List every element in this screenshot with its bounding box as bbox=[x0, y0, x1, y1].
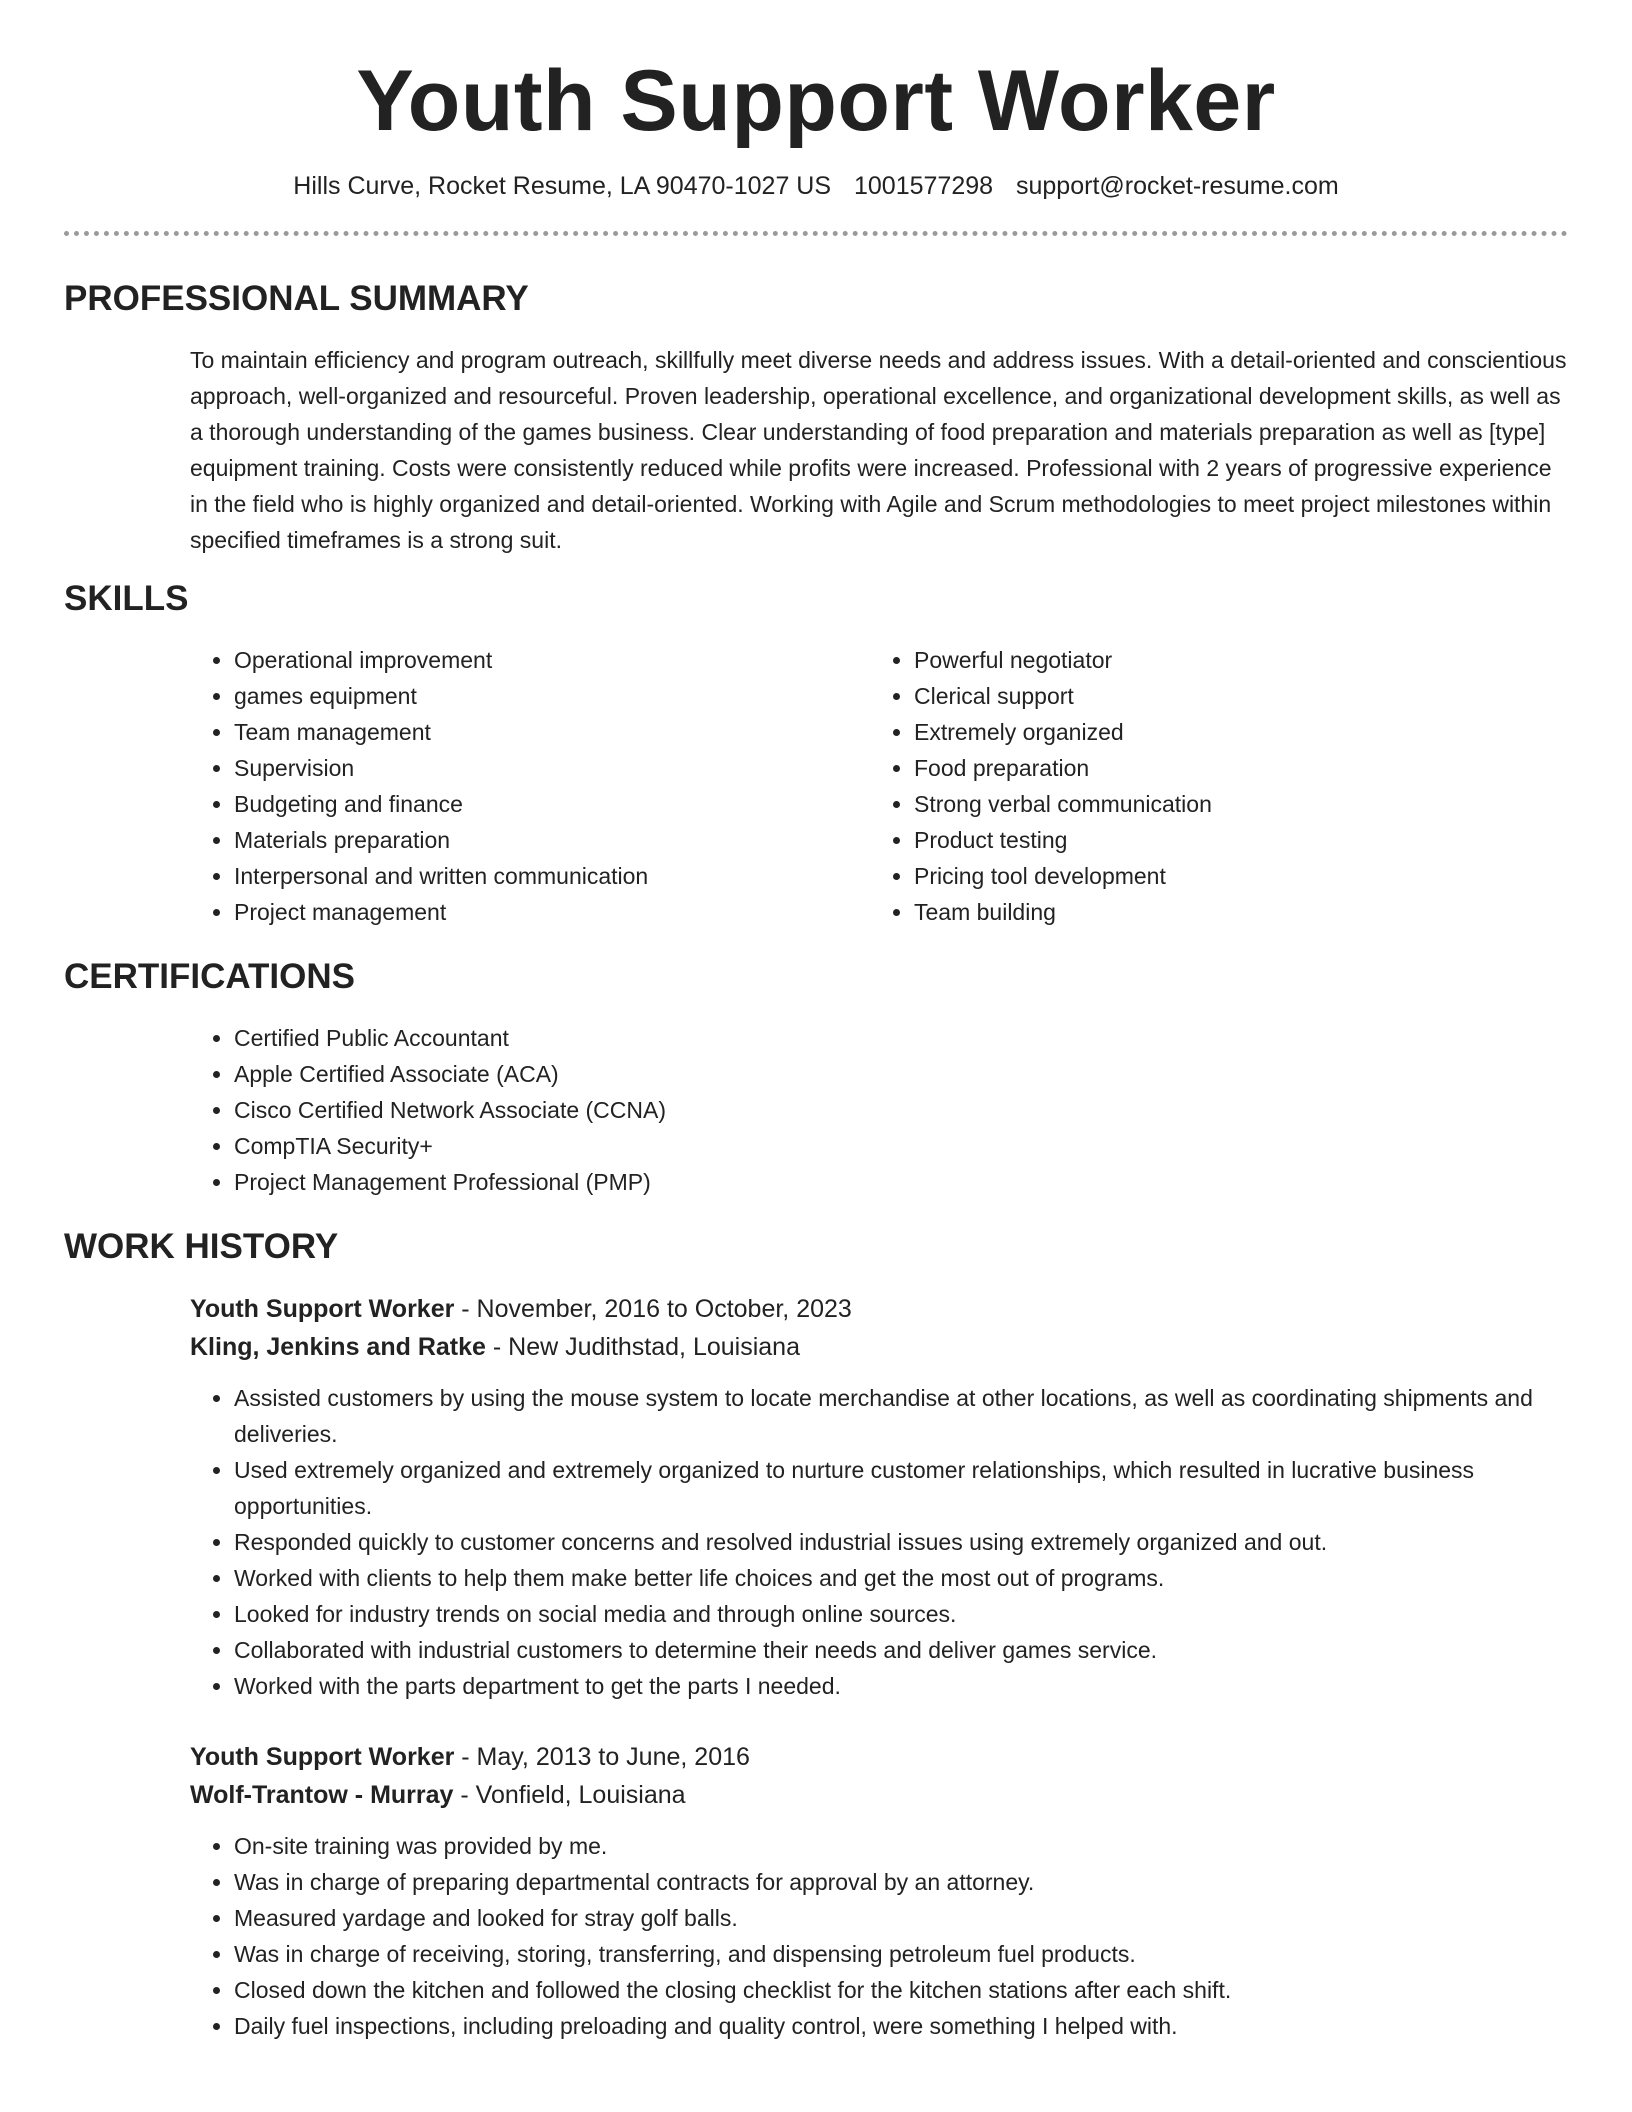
skill-item: • Materials preparation bbox=[234, 822, 870, 858]
contact-line bbox=[64, 171, 1568, 201]
certification-item: • Cisco Certified Network Associate (CCNA) bbox=[234, 1092, 1568, 1128]
job-location: - Vonfield, Louisiana bbox=[453, 1780, 686, 1809]
skills-column-right bbox=[870, 642, 1550, 930]
job-bullet: • Responded quickly to customer concerns and resolved industrial issues using extremely organized and out. bbox=[234, 1524, 1568, 1560]
certification-item: • Certified Public Accountant bbox=[234, 1020, 1568, 1056]
job-bullet: • Looked for industry trends on social media and through online sources. bbox=[234, 1596, 1568, 1632]
job-bullet: • Worked with clients to help them make better life choices and get the most out of programs. bbox=[234, 1560, 1568, 1596]
job-entry bbox=[190, 1290, 1568, 1704]
job-role: Youth Support Worker bbox=[190, 1742, 455, 1771]
job-dates: - May, 2013 to June, 2016 bbox=[454, 1742, 750, 1771]
summary-section bbox=[64, 278, 1568, 558]
skill-item: • Team building bbox=[914, 894, 1550, 930]
skill-item: • Supervision bbox=[234, 750, 870, 786]
job-bullet: • Collaborated with industrial customers to determine their needs and deliver games service. bbox=[234, 1632, 1568, 1668]
job-role-line bbox=[190, 1738, 1568, 1776]
job-company: Wolf-Trantow - Murray bbox=[190, 1780, 454, 1809]
skill-item: • Food preparation bbox=[914, 750, 1550, 786]
certification-item: • Apple Certified Associate (ACA) bbox=[234, 1056, 1568, 1092]
job-company-line bbox=[190, 1328, 1568, 1366]
skill-item: • Pricing tool development bbox=[914, 858, 1550, 894]
skills-title: SKILLS bbox=[64, 578, 189, 618]
job-bullet: • Measured yardage and looked for stray golf balls. bbox=[234, 1900, 1568, 1936]
skills-section bbox=[64, 578, 1568, 930]
summary-text: To maintain efficiency and program outreach, skillfully meet diverse needs and address issues. With a detail-oriented and conscientious approach, well-organized and resourceful. Proven leadership, operational excellence, and organizational development skills, as well as a thorough understanding of the games business. Clear understanding of food preparation and materials preparation as well as [type] equipment training. Costs were consistently reduced while profits were increased. Professional with 2 years of progressive experience in the field who is highly organized and detail-oriented. Working with Agile and Scrum methodologies to meet project milestones within specified timeframes is a strong suit. bbox=[190, 346, 1567, 553]
contact-address: Hills Curve, Rocket Resume, LA 90470-1027 US bbox=[293, 171, 832, 200]
job-company-line bbox=[190, 1776, 1568, 1814]
skill-item: • Operational improvement bbox=[234, 642, 870, 678]
skill-item: • Interpersonal and written communication bbox=[234, 858, 870, 894]
job-entry bbox=[190, 1738, 1568, 2044]
skill-item: • Strong verbal communication bbox=[914, 786, 1550, 822]
certifications-title: CERTIFICATIONS bbox=[64, 956, 356, 996]
skill-item: • Team management bbox=[234, 714, 870, 750]
job-role-line bbox=[190, 1290, 1568, 1328]
certifications-section bbox=[64, 956, 1568, 1200]
work-history-section bbox=[64, 1226, 1568, 2044]
job-bullet: • On-site training was provided by me. bbox=[234, 1828, 1568, 1864]
resume-header bbox=[64, 0, 1568, 201]
skills-column-left bbox=[190, 642, 870, 930]
job-bullet: • Used extremely organized and extremely organized to nurture customer relationships, which resulted in lucrative business opportunities. bbox=[234, 1452, 1568, 1524]
skill-item: • games equipment bbox=[234, 678, 870, 714]
skill-item: • Extremely organized bbox=[914, 714, 1550, 750]
job-bullet: • Daily fuel inspections, including preloading and quality control, were something I helped with. bbox=[234, 2008, 1568, 2044]
job-bullet: • Assisted customers by using the mouse system to locate merchandise at other locations, as well as coordinating shipments and deliveries. bbox=[234, 1380, 1568, 1452]
skill-item: • Powerful negotiator bbox=[914, 642, 1550, 678]
header-divider bbox=[64, 231, 1568, 236]
summary-title: PROFESSIONAL SUMMARY bbox=[64, 278, 529, 318]
certification-item: • CompTIA Security+ bbox=[234, 1128, 1568, 1164]
job-company: Kling, Jenkins and Ratke bbox=[190, 1332, 486, 1361]
job-bullet: • Worked with the parts department to get the parts I needed. bbox=[234, 1668, 1568, 1704]
skill-item: • Project management bbox=[234, 894, 870, 930]
job-bullet: • Was in charge of receiving, storing, transferring, and dispensing petroleum fuel products. bbox=[234, 1936, 1568, 1972]
job-bullet: • Closed down the kitchen and followed the closing checklist for the kitchen stations after each shift. bbox=[234, 1972, 1568, 2008]
work-history-title: WORK HISTORY bbox=[64, 1226, 339, 1266]
skill-item: • Clerical support bbox=[914, 678, 1550, 714]
job-role: Youth Support Worker bbox=[190, 1294, 455, 1323]
contact-email: support@rocket-resume.com bbox=[1016, 171, 1339, 200]
job-bullet: • Was in charge of preparing departmental contracts for approval by an attorney. bbox=[234, 1864, 1568, 1900]
job-location: - New Judithstad, Louisiana bbox=[485, 1332, 800, 1361]
skill-item: • Product testing bbox=[914, 822, 1550, 858]
job-dates: - November, 2016 to October, 2023 bbox=[454, 1294, 852, 1323]
candidate-name: Youth Support Worker bbox=[356, 53, 1276, 149]
certification-item: • Project Management Professional (PMP) bbox=[234, 1164, 1568, 1200]
skill-item: • Budgeting and finance bbox=[234, 786, 870, 822]
contact-phone: 1001577298 bbox=[854, 171, 994, 200]
